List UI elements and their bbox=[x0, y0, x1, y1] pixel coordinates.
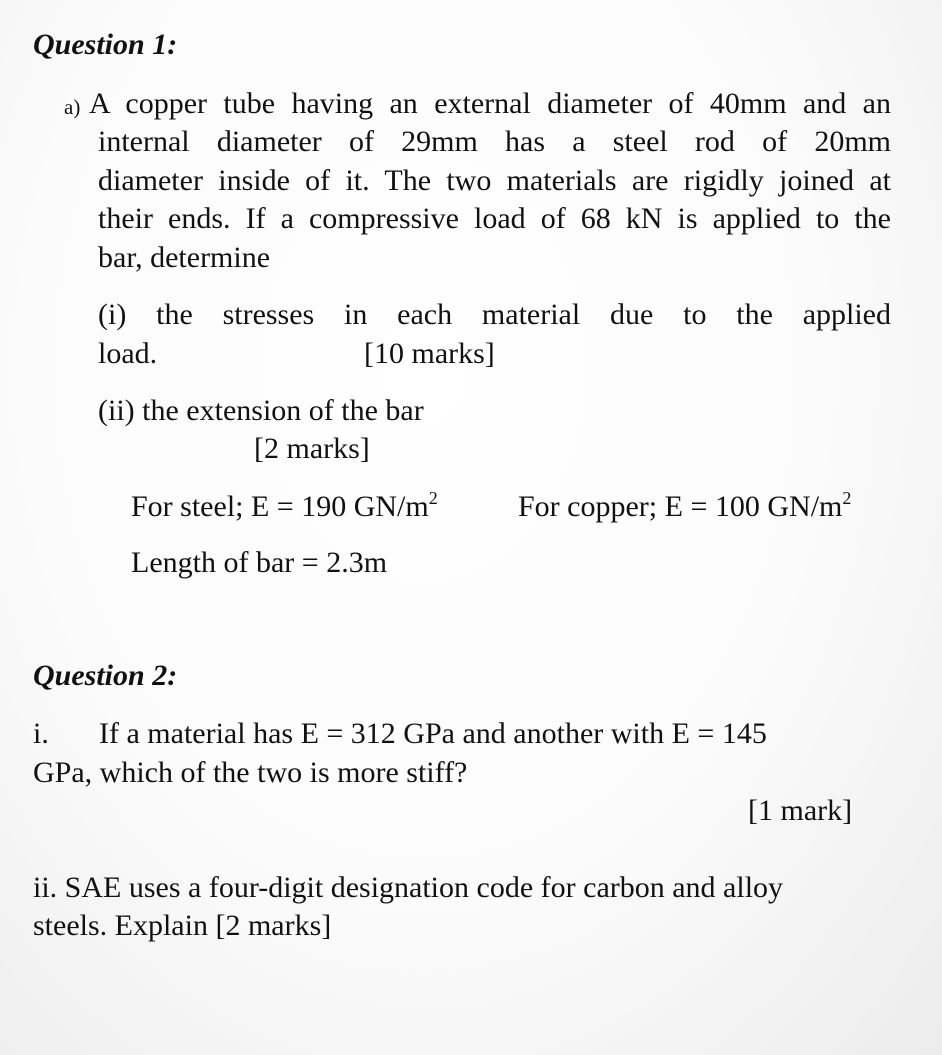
question-1-heading: Question 1: bbox=[33, 28, 178, 61]
sub-question-ii-line-1: (ii) the extension of the bar bbox=[98, 394, 424, 427]
sub-question-i-marks: [10 marks] bbox=[364, 337, 495, 370]
part-a-line-4: their ends. If a compressive load of 68 kN is applied to the bbox=[98, 202, 891, 235]
copper-modulus-text: For copper; E = 100 GN/m bbox=[518, 490, 843, 523]
sub-question-ii-marks: [2 marks] bbox=[254, 432, 370, 465]
question-2-heading: Question 2: bbox=[33, 659, 178, 692]
part-a-line-5: bar, determine bbox=[98, 241, 271, 274]
steel-modulus-exponent: 2 bbox=[428, 488, 438, 508]
steel-modulus bbox=[131, 488, 438, 527]
copper-modulus bbox=[518, 488, 851, 527]
sub-question-i-line-2: load. bbox=[98, 337, 158, 370]
q2-item-i-label: i. bbox=[33, 717, 49, 750]
q2-item-i-line-1: If a material has E = 312 GPa and another with E = 145 bbox=[99, 717, 767, 750]
q2-item-ii-line-1: ii. SAE uses a four-digit designation code for carbon and alloy bbox=[33, 871, 784, 904]
q2-item-ii-line-2: steels. Explain [2 marks] bbox=[33, 909, 332, 942]
part-a-line-2: internal diameter of 29mm has a steel rod of 20mm bbox=[98, 125, 891, 158]
part-a-label: a) bbox=[64, 95, 81, 119]
sub-question-i-line-1: (i) the stresses in each material due to the applied bbox=[98, 298, 891, 331]
bar-length: Length of bar = 2.3m bbox=[131, 546, 388, 579]
q2-item-i-marks: [1 mark] bbox=[748, 794, 853, 827]
part-a-line-3: diameter inside of it. The two materials are rigidly joined at bbox=[98, 164, 891, 197]
q2-item-i-line-2: GPa, which of the two is more stiff? bbox=[33, 756, 468, 789]
part-a-line-1: A copper tube having an external diameter of 40mm and an bbox=[89, 87, 891, 120]
steel-modulus-text: For steel; E = 190 GN/m bbox=[131, 490, 429, 523]
copper-modulus-exponent: 2 bbox=[842, 488, 852, 508]
